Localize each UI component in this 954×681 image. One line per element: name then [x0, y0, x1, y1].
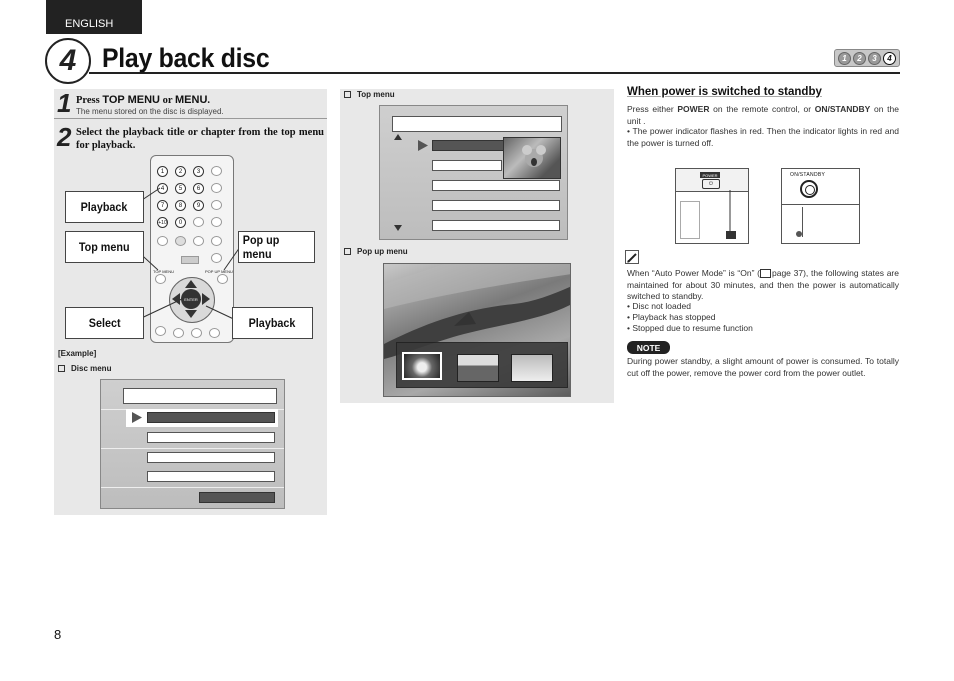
- menu-item-small[interactable]: [199, 492, 275, 503]
- pop-up-thumb-flower[interactable]: [402, 352, 442, 380]
- menu-key: MENU: [175, 94, 208, 106]
- top-menu-screen: [379, 105, 568, 240]
- unit-standby-illustration: [781, 168, 860, 244]
- select-callout: Select: [65, 307, 144, 339]
- pop-up-key-label: POP UP MENU: [205, 269, 233, 274]
- standby-section-title: When power is switched to standby: [627, 86, 822, 98]
- menu-item[interactable]: [432, 180, 560, 191]
- enter-button[interactable]: ENTER: [181, 289, 201, 309]
- digit-0-button[interactable]: 0: [175, 217, 186, 228]
- unit-edge: [782, 204, 859, 205]
- chapter-chip-3[interactable]: 3: [868, 52, 881, 65]
- scroll-up-icon[interactable]: [394, 134, 402, 140]
- chapter-chip-4[interactable]: 4: [883, 52, 896, 65]
- digit-2-button[interactable]: 2: [175, 166, 186, 177]
- unit-front-panel: [802, 207, 860, 237]
- menu-item[interactable]: [147, 471, 275, 482]
- note-badge: NOTE: [627, 341, 670, 354]
- pop-up-thumb-blank[interactable]: [511, 354, 553, 382]
- top-menu-label: Top menu: [344, 90, 395, 99]
- digit-8-button[interactable]: 8: [175, 200, 186, 211]
- step-2-text: Select the playback title or chapter from the top menu for playback.: [76, 127, 324, 151]
- top-menu-key-label: TOP MENU: [153, 269, 174, 274]
- step-1-prefix: Press: [76, 95, 103, 106]
- step-2-number: 2: [57, 122, 72, 152]
- language-tab: [46, 0, 142, 34]
- menu-item-selected[interactable]: [147, 412, 275, 423]
- digit-4-button[interactable]: 4: [157, 183, 168, 194]
- menu-item-selected[interactable]: [432, 140, 504, 151]
- disc-menu-label: Disc menu: [58, 364, 111, 373]
- step-1-subtext: The menu stored on the disc is displayed.: [76, 107, 224, 116]
- digit-6-button[interactable]: 6: [193, 183, 204, 194]
- digit-9-button[interactable]: 9: [193, 200, 204, 211]
- play-cursor-icon: [132, 412, 142, 423]
- chapter-number-circle: 4: [45, 38, 91, 84]
- digit-3-button[interactable]: 3: [193, 166, 204, 177]
- auto-power-bullet: • Stopped due to resume function: [627, 323, 753, 333]
- menu-item[interactable]: [432, 200, 560, 211]
- onstandby-button-icon[interactable]: [800, 180, 818, 198]
- page-title: Play back disc: [102, 43, 270, 73]
- power-button-zoom: [676, 169, 748, 192]
- playback-callout-bottom: Playback: [232, 307, 313, 339]
- chapter-chip-2[interactable]: 2: [853, 52, 866, 65]
- menu-item[interactable]: [147, 452, 275, 463]
- auto-power-bullet: • Playback has stopped: [627, 312, 716, 322]
- menu-preview-thumbnail: [503, 137, 561, 179]
- pop-up-menu-screen: [383, 263, 571, 397]
- disc-menu-screen: [100, 379, 285, 509]
- auto-power-text: When “Auto Power Mode” is “On” ( page 37), the following states are maintained for about 30 minutes, and then the power is automatically switched to standby.: [627, 268, 899, 301]
- step-divider: [54, 118, 327, 119]
- top-menu-callout: Top menu: [65, 231, 144, 263]
- page-reference[interactable]: page 37: [771, 268, 804, 278]
- power-zoom-leader: [700, 190, 740, 240]
- chapter-nav: [834, 49, 900, 67]
- menu-title-bar: [392, 116, 562, 132]
- menu-item[interactable]: [432, 220, 560, 231]
- power-label: POWER: [700, 172, 720, 178]
- language-label: ENGLISH: [65, 18, 114, 30]
- auto-power-bullet: • Disc not loaded: [627, 301, 691, 311]
- playback-callout-top: Playback: [65, 191, 144, 223]
- page-reference-icon: [760, 269, 771, 278]
- square-bullet-icon: [58, 365, 65, 372]
- power-key: POWER: [677, 104, 710, 114]
- top-menu-key: TOP MENU: [102, 94, 161, 106]
- power-indicator-icon: [796, 231, 802, 237]
- step-1-number: 1: [57, 88, 72, 118]
- digit-plus10-button[interactable]: +10: [157, 217, 168, 228]
- onstandby-label: ON/STANDBY: [790, 172, 826, 178]
- scroll-down-icon[interactable]: [394, 225, 402, 231]
- play-cursor-icon: [418, 140, 428, 151]
- square-bullet-icon: [344, 91, 351, 98]
- onstandby-key: ON/STANDBY: [814, 104, 871, 114]
- step-1-joiner: or: [160, 95, 175, 106]
- standby-instructions: Press either POWER on the remote control, or ON/STANDBY on the unit .: [627, 104, 900, 126]
- pencil-icon: [625, 250, 639, 264]
- flower-image-icon: [404, 354, 440, 378]
- koala-image-icon: [504, 138, 560, 178]
- example-label: [Example]: [58, 349, 97, 358]
- pop-up-menu-label: Pop up menu: [344, 247, 408, 256]
- menu-title-bar: [123, 388, 277, 404]
- remote-body-outline: [680, 201, 700, 239]
- chapter-chip-1[interactable]: 1: [838, 52, 851, 65]
- power-symbol-icon[interactable]: ⏻: [702, 179, 720, 189]
- note-text: During power standby, a slight amount of power is consumed. To totally cut off the power, remove the power cord from the power outlet.: [627, 356, 899, 378]
- square-bullet-icon: [344, 248, 351, 255]
- step-1-suffix: .: [207, 95, 211, 106]
- page-number: 8: [54, 627, 62, 642]
- menu-item[interactable]: [432, 160, 502, 171]
- menu-item[interactable]: [147, 432, 275, 443]
- digit-1-button[interactable]: 1: [157, 166, 168, 177]
- digit-7-button[interactable]: 7: [157, 200, 168, 211]
- pop-up-thumb-road[interactable]: [457, 354, 499, 382]
- digit-5-button[interactable]: 5: [175, 183, 186, 194]
- pop-up-menu-callout: Pop up menu: [238, 231, 315, 263]
- step-1-text: [76, 94, 210, 107]
- standby-bullet: • The power indicator flashes in red. Then the indicator lights in red and the power is turned off.: [627, 126, 899, 148]
